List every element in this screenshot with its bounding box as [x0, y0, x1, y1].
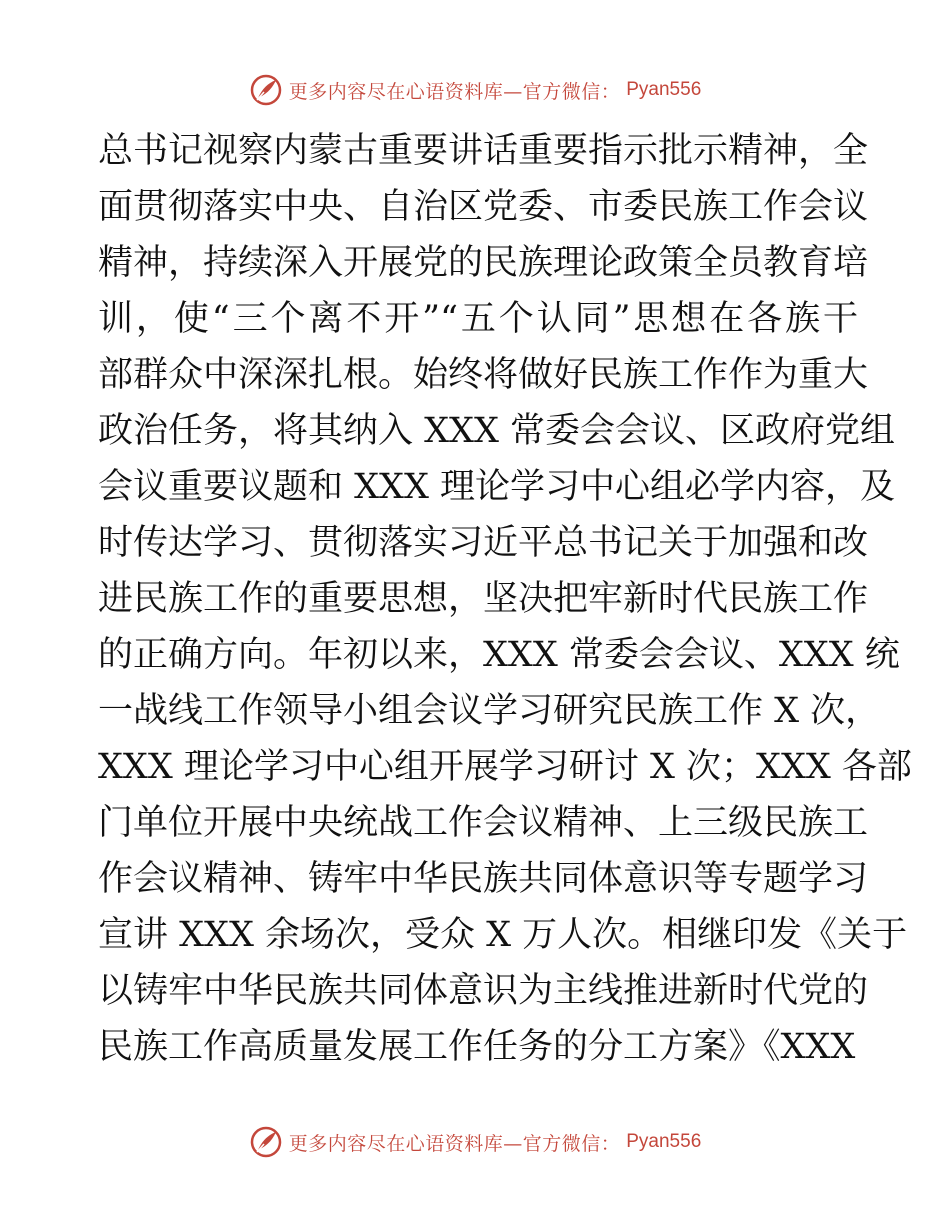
body-line: XXX 理论学习中心组开展学习研讨 X 次；XXX 各部 [98, 747, 912, 787]
body-line: 训，使“三个离不开”“五个认同”思想在各族干 [98, 299, 858, 339]
body-line: 以铸牢中华民族共同体意识为主线推进新时代党的 [98, 971, 869, 1011]
footer-watermark [0, 1122, 950, 1162]
watermark-text: 更多内容尽在心语资料库—官方微信： [288, 1132, 621, 1155]
body-line: 民族工作高质量发展工作任务的分工方案》《XXX [98, 1027, 856, 1067]
watermark-wechat-id: Pyan556 [626, 79, 702, 100]
body-line: 会议重要议题和 XXX 理论学习中心组必学内容，及 [98, 467, 896, 507]
body-line: 门单位开展中央统战工作会议精神、上三级民族工 [98, 803, 869, 843]
body-line: 时传达学习、贯彻落实习近平总书记关于加强和改 [98, 523, 869, 563]
feather-logo-icon [249, 73, 283, 107]
body-line: 宣讲 XXX 余场次，受众 X 万人次。相继印发《关于 [98, 915, 908, 955]
header-watermark [0, 70, 950, 110]
watermark-wechat-id: Pyan556 [626, 1131, 702, 1152]
body-line: 的正确方向。年初以来，XXX 常委会会议、XXX 统 [98, 635, 900, 675]
body-line: 政治任务，将其纳入 XXX 常委会会议、区政府党组 [98, 411, 896, 451]
body-line: 进民族工作的重要思想，坚决把牢新时代民族工作 [98, 579, 869, 619]
feather-logo-icon [249, 1125, 283, 1159]
body-line: 精神，持续深入开展党的民族理论政策全员教育培 [98, 243, 869, 283]
body-line: 部群众中深深扎根。始终将做好民族工作作为重大 [98, 355, 869, 395]
body-line: 一战线工作领导小组会议学习研究民族工作 X 次， [98, 691, 881, 731]
body-line: 作会议精神、铸牢中华民族共同体意识等专题学习 [98, 859, 869, 899]
body-line: 面贯彻落实中央、自治区党委、市委民族工作会议 [98, 187, 869, 227]
watermark-text: 更多内容尽在心语资料库—官方微信： [288, 80, 621, 103]
body-line: 总书记视察内蒙古重要讲话重要指示批示精神，全 [98, 131, 869, 171]
document-body [98, 123, 912, 1075]
